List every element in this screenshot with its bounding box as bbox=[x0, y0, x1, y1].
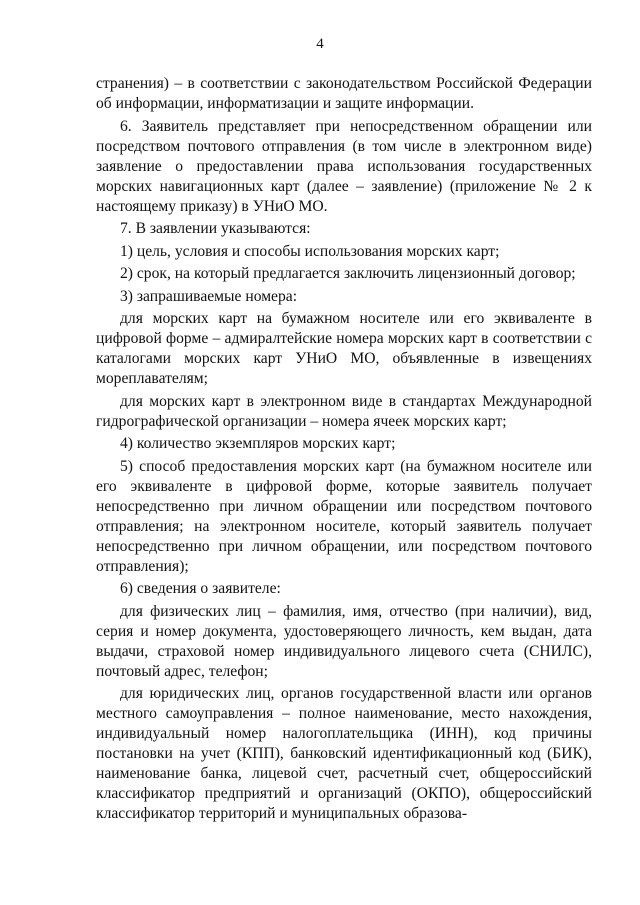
list-item-3: 3) запрашиваемые номера: bbox=[120, 287, 298, 305]
list-item-2: 2) срок, на который предлагается заключить лицензионный договор; bbox=[120, 265, 576, 282]
paragraph-item-6: 6. Заявитель представляет при непосредственном обращении или посредством почтового отправления (в том числе в электронном виде) заявление о предоставлении права использования государственных морских навигационных карт (далее – заявление) (приложение № 2 к настоящему приказу) в УНиО МО. bbox=[96, 117, 592, 215]
list-item-5: 5) способ предоставления морских карт (на бумажном носителе или его эквиваленте в цифровой форме, которые заявитель получает непосредственно при личном обращении или посредством почтового отправления; на электронном носителе, который заявитель получает непосредственно при личном обращении, или посредством почтового отправления); bbox=[96, 457, 592, 575]
paragraph-electronic-charts: для морских карт в электронном виде в стандартах Международной гидрографической организации – номера ячеек морских карт; bbox=[96, 392, 592, 430]
list-item-4: 4) количество экземпляров морских карт; bbox=[120, 435, 396, 452]
paragraph-paper-charts: для морских карт на бумажном носителе или его эквиваленте в цифровой форме – адмиралтейские номера морских карт в соответствии с каталогами морских карт УНиО МО, объявленные в извещениях мореплавателям; bbox=[96, 310, 592, 387]
paragraph-item-7: 7. В заявлении указываются: bbox=[120, 220, 311, 237]
page-number: 4 bbox=[316, 36, 324, 52]
document-body bbox=[96, 74, 592, 827]
paragraph-continuation: странения) – в соответствии с законодательством Российской Федерации об информации, информатизации и защите информации. bbox=[96, 75, 592, 112]
paragraph-individuals: для физических лиц – фамилия, имя, отчество (при наличии), вид, серия и номер документа, удостоверяющего личность, кем выдан, дата выдачи, страховой номер индивидуального лицевого счета (СНИЛС), почтовый адрес, телефон; bbox=[96, 602, 592, 680]
list-item-6: 6) сведения о заявителе: bbox=[120, 580, 281, 597]
paragraph-legal-entities: для юридических лиц, органов государственной власти или органов местного самоуправления – полное наименование, место нахождения, индивидуальный номер налогоплательщика (ИНН), код причины постановки на учет (КПП), банковский идентификационный код (БИК), наименование банка, лицевой счет, расчетный счет, общероссийский классификатор предприятий и организаций (ОКПО), общероссийский классификатор территорий и муниципальных образова- bbox=[96, 685, 592, 822]
list-item-1: 1) цель, условия и способы использования морских карт; bbox=[120, 242, 500, 260]
